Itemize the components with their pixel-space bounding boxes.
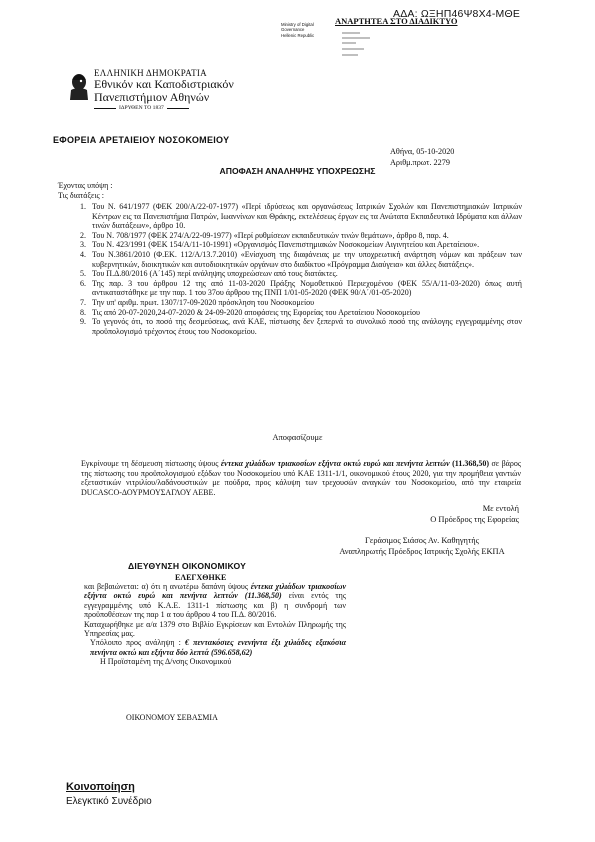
logo-rule-right: [167, 108, 189, 109]
list-number: 1.: [80, 202, 86, 211]
list-item: [68, 202, 522, 231]
approval-amount-number: (11.368,50): [449, 459, 489, 468]
intro-line: Έχοντας υπόψη :: [58, 181, 113, 190]
document-title: ΑΠΟΦΑΣΗ ΑΝΑΛΗΨΗΣ ΥΠΟΧΡΕΩΣΗΣ: [219, 166, 376, 176]
athena-emblem-icon: [68, 71, 90, 101]
list-text: Του Ν. 423/1991 (ΦΕΚ 154/Α/11-10-1991) «Οργανισμός Πανεπιστημιακών Νοσοκομείων Αιγινητείου και Αρεταίειου».: [92, 240, 480, 250]
logo-rule-left: [94, 108, 116, 109]
signer-name: Γεράσιμος Σιάσος Αν. Καθηγητής: [364, 536, 479, 545]
signer-order: Με εντολή: [482, 504, 519, 513]
list-number: 4.: [80, 249, 86, 259]
signature-line: Ministry of Digital: [281, 22, 314, 27]
finance-amount: έντεκα χιλιάδων τριακοσίων εξήντα οκτώ ευρώ και πενήντα λεπτών (11.368,50): [84, 582, 346, 601]
list-text: Την υπ' αριθμ. πρωτ. 1307/17-09-2020 πρόσκληση του Νοσοκομείου: [92, 297, 315, 307]
finance-text: και βεβαιώνεται: α) ότι η ανωτέρω δαπάνη ύψους: [84, 582, 251, 591]
list-text: Το γεγονός ότι, το ποσό της δεσμεύσεως, ανά ΚΑΕ, πίστωσης δεν ξεπερνά το συνολικό ποσό της ανάλογης εγγεγραμμένης στον προϋπολογισμό τρέχοντος έτους του Νοσοκομείου.: [92, 317, 522, 336]
signature-line: Governance: [281, 27, 305, 33]
issuer-heading: ΕΦΟΡΕΙΑ ΑΡΕΤΑΙΕΙΟΥ ΝΟΣΟΚΟΜΕΙΟΥ: [53, 135, 230, 145]
intro: [58, 181, 113, 200]
list-item: [68, 317, 522, 336]
digital-signature-mark: [340, 29, 380, 63]
finance-block: [84, 582, 346, 667]
place-date: Αθήνα, 05-10-2020: [390, 147, 455, 156]
list-text: Του Π.Δ.80/2016 (Α΄145) περί ανάληψης υποχρεώσεων από τους διατάκτες.: [92, 269, 338, 279]
signer-person: [324, 535, 520, 557]
list-text: Τις από 20-07-2020,24-07-2020 & 24-09-2020 αποφάσεις της Εφορείας του Αρεταίειου Νοσοκομείου: [92, 307, 420, 317]
decision-heading: Αποφασίζουμε: [272, 433, 323, 442]
intro-line: Τις διατάξεις :: [58, 190, 104, 200]
list-number: 7.: [80, 297, 86, 307]
list-text: Του Ν. 708/1977 (ΦΕΚ 274/Α/22-09-1977) «Περί ρυθμίσεων εκπαιδευτικών τινών θεμάτων», άρθρο 8, παρ. 4.: [92, 230, 449, 240]
list-item: [68, 279, 522, 298]
approval-paragraph: [81, 459, 521, 497]
finance-registry: Καταχωρήθηκε με α/α 1379 στο Βιβλίο Εγκρίσεων και Εντολών Πληρωμής της Υπηρεσίας μας.: [84, 619, 346, 639]
logo-line-founded: [94, 105, 234, 111]
signer-authority: [369, 503, 519, 525]
logo-line-university-2: Πανεπιστήμιον Αθηνών: [94, 90, 210, 104]
logo-founded-text: ΙΔΡΥΘΕΝ ΤΟ 1837: [119, 105, 164, 111]
notification-recipient: Ελεγκτικό Συνέδριο: [66, 796, 152, 807]
logo-line-university-1: Εθνικόν και Καποδιστριακόν: [94, 77, 234, 91]
balance-label: Υπόλοιπο προς ανάληψη :: [90, 638, 186, 648]
date-block: [390, 146, 454, 168]
finance-head-role: Η Προϊσταμένη της Δ/νσης Οικονομικού: [100, 657, 232, 667]
list-number: 3.: [80, 240, 86, 250]
list-item: [68, 250, 522, 269]
list-item: [68, 231, 522, 241]
list-number: 8.: [80, 307, 86, 317]
provisions-list: [68, 202, 522, 336]
list-number: 6.: [80, 278, 86, 288]
signer-role: Ο Πρόεδρος της Εφορείας: [430, 515, 519, 524]
publish-stamp: ΑΝΑΡΤΗΤΕΑ ΣΤΟ ΔΙΑΔΙΚΤΥΟ: [335, 16, 458, 26]
finance-paragraph: [84, 582, 346, 620]
list-item: [68, 240, 522, 250]
list-number: 9.: [80, 317, 86, 327]
signature-scribble-icon: [340, 29, 380, 61]
protocol-number: Αριθμ.πρωτ. 2279: [390, 158, 450, 167]
signer-title: Αναπληρωτής Πρόεδρος Ιατρικής Σχολής ΕΚΠΑ: [339, 547, 505, 556]
list-text: Του Ν. 641/1977 (ΦΕΚ 200/Α/22-07-1977) «Περί ιδρύσεως και οργανώσεως Ιατρικών Σχολών και Πανεπιστημιακών Ιατρικών Κέντρων εις τα Πανεπιστήμια Πατρών, Ιωαννίνων και Θράκης, εκτελέσεως έργων εις τα Ανώτατα Εκπαιδευτικά Ιδρύματα και άλλων τινών διατάξεων», άρθρο 10.: [92, 202, 522, 231]
list-text: Του Ν.3861/2010 (Φ.ΕΚ. 112/Α/13.7.2010) «Ενίσχυση της διαφάνειας με την υποχρεωτική ανάρτηση νόμων και πράξεων των κυβερνητικών, διοικητικών και αυτοδιοικητικών οργάνων στο διαδίκτυο «Πρόγραμμα Διαύγεια» και άλλες διατάξεις».: [92, 249, 522, 269]
finance-balance: [84, 638, 346, 657]
list-item: [68, 308, 522, 318]
checked-label: ΕΛΕΓΧΘΗΚΕ: [175, 573, 227, 582]
list-text: Της παρ. 3 του άρθρου 12 της από 11-03-2020 Πράξης Νομοθετικού Περιεχομένου (ΦΕΚ 55/Α/11-03-2020) όπως αυτή αντικαταστάθηκε με την παρ. 1 του 37ου άρθρου της ΠΝΠ 1/01-05-2020 (ΦΕΚ 90/Α΄/01-05-2020): [92, 278, 522, 298]
balance-amount: € πεντακόσιες ενενήντα έξι χιλιάδες εξακόσια πενήντα οκτώ και εξήντα δύο λεπτά (596.658,62): [90, 638, 346, 657]
approval-text-rest: σε βάρος της πίστωσης του προϋπολογισμού εξόδων του Νοσοκομείου υπό ΚΑΕ 1311-1/1, οικονομικού έτους 2020, για την προμήθεια γαντιών εξεταστικών νιτριλίου/λαδάνουστικών με πούδρα, προς κάλυψη των τρεχουσών αναγκών του Νοσοκομείου, από την εταιρεία DUCASCO-ΔΟΥΡΜΟΥΣΑΓΛΟΥ ΑΕΒΕ.: [81, 459, 522, 497]
approval-amount-words: έντεκα χιλιάδων τριακοσίων εξήντα οκτώ ευρώ και πενήντα λεπτών: [220, 459, 450, 468]
finance-heading: ΔΙΕΥΘΥΝΣΗ ΟΙΚΟΝΟΜΙΚΟΥ: [128, 561, 247, 571]
signature-line: Hellenic Republic: [281, 32, 315, 38]
finance-head-name: ΟΙΚΟΝΟΜΟΥ ΣΕΒΑΣΜΙΑ: [126, 713, 218, 722]
notification-label: Κοινοποίηση: [66, 781, 135, 793]
university-logo: [94, 68, 234, 111]
list-item: [68, 298, 522, 308]
list-number: 5.: [80, 269, 86, 279]
ada-code: ΑΔΑ: ΩΞΗΠ46Ψ8Χ4-ΜΘΕ: [393, 8, 521, 20]
logo-line-republic: ΕΛΛΗΝΙΚΗ ΔΗΜΟΚΡΑΤΙΑ: [94, 68, 207, 78]
approval-text: Εγκρίνουμε τη δέσμευση πίστωσης ύψους: [81, 459, 221, 468]
finance-text-rest: είναι εντός της εγγεγραμμένης υπό Κ.Α.Ε. 1311-1 πίστωσης και β) η συνδρομή των προϋποθέσεων της παρ 1 α του άρθρου 4 του Π.Δ. 80/2016.: [84, 591, 347, 620]
list-number: 2.: [80, 230, 86, 240]
digital-signature-label: [281, 22, 314, 38]
list-item: [68, 269, 522, 279]
